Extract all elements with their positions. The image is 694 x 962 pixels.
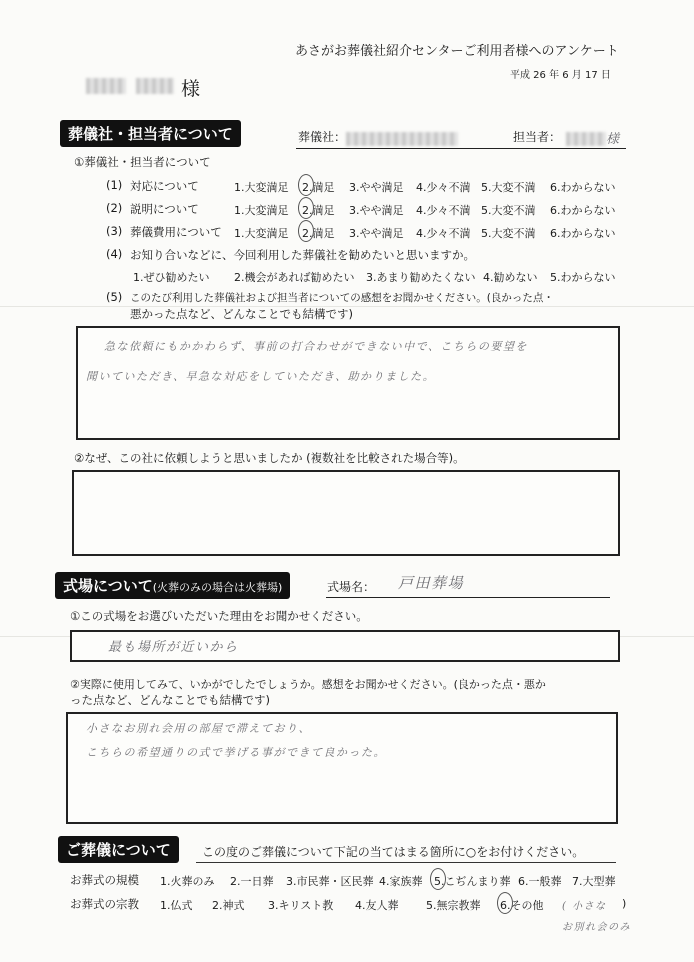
- q4-option[interactable]: 2.機会があれば勧めたい: [234, 271, 355, 284]
- religion-option[interactable]: 1.仏式: [160, 899, 193, 912]
- option-very-dissatisfied[interactable]: 5.大変不満: [481, 181, 536, 194]
- rating-row-number: (3): [106, 224, 123, 238]
- company-underline: [296, 148, 626, 149]
- option-very-dissatisfied[interactable]: 5.大変不満: [481, 227, 536, 240]
- option-somewhat-satisfied[interactable]: 3.やや満足: [349, 181, 404, 194]
- venue-underline: [326, 597, 610, 598]
- section-heading-funeral: ご葬儀について: [58, 836, 179, 863]
- q4-text: お知り合いなどに、今回利用した葬儀社を勧めたいと思いますか。: [130, 248, 475, 262]
- instruction-underline: [196, 862, 616, 863]
- selection-circle: [497, 892, 513, 914]
- scale-option[interactable]: 2.一日葬: [230, 875, 274, 888]
- option-satisfied[interactable]: 2.満足: [302, 227, 335, 240]
- rating-row-label: 葬儀費用について: [130, 225, 222, 239]
- religion-other-handwriting-2: お別れ会のみ: [562, 922, 631, 933]
- scale-option[interactable]: 6.一般葬: [518, 875, 562, 888]
- selection-circle: [298, 220, 314, 242]
- section-heading-venue-text: 式場について: [63, 577, 153, 595]
- q4-number: (4): [106, 247, 123, 261]
- option-very-satisfied[interactable]: 1.大変満足: [234, 181, 289, 194]
- option-satisfied[interactable]: 2.満足: [302, 204, 335, 217]
- venue-q2-answer-line2: こちらの希望通りの式で挙げる事ができて良かった。: [86, 746, 386, 759]
- scale-option[interactable]: 1.火葬のみ: [160, 875, 215, 888]
- option-very-satisfied[interactable]: 1.大変満足: [234, 227, 289, 240]
- q4-option[interactable]: 1.ぜひ勧めたい: [133, 271, 210, 284]
- scale-option[interactable]: 7.大型葬: [572, 875, 616, 888]
- scale-option[interactable]: 3.市民葬・区民葬: [286, 875, 374, 888]
- section-heading-venue: [55, 572, 290, 599]
- rating-row-number: (1): [106, 178, 123, 192]
- selection-circle: [430, 868, 446, 890]
- q5-text-line2: 悪かった点など、どんなことでも結構です): [130, 307, 353, 321]
- venue-handwriting: 戸田葬場: [398, 574, 465, 592]
- religion-option[interactable]: 5.無宗教葬: [426, 899, 481, 912]
- redacted-staff: [566, 132, 606, 146]
- survey-title: あさがお葬儀社紹介センターご利用者様へのアンケート: [295, 44, 619, 59]
- scale-option[interactable]: 5.こぢんまり葬: [434, 875, 511, 888]
- redacted-company: [346, 132, 458, 146]
- q5-answer-line2: 聞いていただき、早急な対応をしていただき、助かりました。: [86, 370, 436, 383]
- religion-option[interactable]: 2.神式: [212, 899, 245, 912]
- venue-q2-line1: ②実際に使用してみて、いかがでしたでしょうか。感想をお聞かせください。(良かった点・悪か: [70, 678, 546, 691]
- venue-q1-answer: 最も場所が近いから: [108, 640, 239, 655]
- option-somewhat-satisfied[interactable]: 3.やや満足: [349, 204, 404, 217]
- religion-option[interactable]: 6.その他: [500, 899, 544, 912]
- selection-circle: [298, 197, 314, 219]
- q4-option[interactable]: 3.あまり勧めたくない: [366, 271, 476, 284]
- survey-date: 平成 26 年 6 月 17 日: [510, 70, 611, 81]
- option-unknown[interactable]: 6.わからない: [550, 181, 616, 194]
- option-slightly-dissatisfied[interactable]: 4.少々不満: [416, 181, 471, 194]
- venue-label: 式場名：: [327, 580, 376, 594]
- funeral-company-label: 葬儀社：: [298, 130, 347, 144]
- staff-label: 担当者：: [513, 130, 562, 144]
- q5-number: (5): [106, 290, 123, 304]
- venue-q2-answer-line1: 小さなお別れ会用の部屋で滞えており、: [86, 722, 311, 735]
- q6-text: ②なぜ、この社に依頼しようと思いましたか (複数社を比較された場合等)。: [74, 451, 465, 465]
- q1-title: ①葬儀社・担当者について: [74, 155, 211, 169]
- section-heading-funeral-company: 葬儀社・担当者について: [60, 120, 241, 147]
- option-unknown[interactable]: 6.わからない: [550, 204, 616, 217]
- option-slightly-dissatisfied[interactable]: 4.少々不満: [416, 204, 471, 217]
- funeral-religion-label: お葬式の宗教: [70, 897, 139, 911]
- redacted-name: [136, 78, 174, 94]
- q5-answer-box[interactable]: [76, 326, 620, 440]
- venue-q2-line2: った点など、どんなことでも結構です): [70, 693, 270, 707]
- venue-q1-text: ①この式場をお選びいただいた理由をお聞かせください。: [70, 609, 368, 623]
- religion-other-close: ): [622, 897, 627, 910]
- option-slightly-dissatisfied[interactable]: 4.少々不満: [416, 227, 471, 240]
- q5-text-line1: このたび利用した葬儀社および担当者についての感想をお聞かせください。(良かった点・: [130, 292, 554, 304]
- venue-q2-answer-box[interactable]: [66, 712, 618, 824]
- q6-answer-box[interactable]: [72, 470, 620, 556]
- venue-q1-answer-box[interactable]: [70, 630, 620, 662]
- religion-option[interactable]: 4.友人葬: [355, 899, 399, 912]
- scale-option[interactable]: 4.家族葬: [379, 875, 423, 888]
- funeral-instruction: この度のご葬儀について下記の当てはまる箇所に○をお付けください。: [202, 845, 585, 859]
- rating-row-label: 説明について: [130, 202, 199, 216]
- redacted-name: [86, 78, 126, 94]
- rating-row-number: (2): [106, 201, 123, 215]
- q4-option[interactable]: 4.勧めない: [483, 271, 538, 284]
- rating-row-label: 対応について: [130, 179, 199, 193]
- option-unknown[interactable]: 6.わからない: [550, 227, 616, 240]
- funeral-scale-label: お葬式の規模: [70, 873, 139, 887]
- option-very-satisfied[interactable]: 1.大変満足: [234, 204, 289, 217]
- selection-circle: [298, 174, 314, 196]
- staff-handwriting: 様: [606, 132, 621, 147]
- option-very-dissatisfied[interactable]: 5.大変不満: [481, 204, 536, 217]
- religion-other-handwriting: ( 小さな: [562, 901, 607, 912]
- religion-option[interactable]: 3.キリスト教: [268, 899, 334, 912]
- honorific: 様: [181, 78, 201, 100]
- q5-answer-line1: 急な依頼にもかかわらず、事前の打合わせができない中で、こちらの要望を: [104, 340, 528, 353]
- option-satisfied[interactable]: 2.満足: [302, 181, 335, 194]
- q4-option[interactable]: 5.わからない: [550, 271, 616, 284]
- section-heading-venue-note: (火葬のみの場合は火葬場): [152, 581, 283, 594]
- option-somewhat-satisfied[interactable]: 3.やや満足: [349, 227, 404, 240]
